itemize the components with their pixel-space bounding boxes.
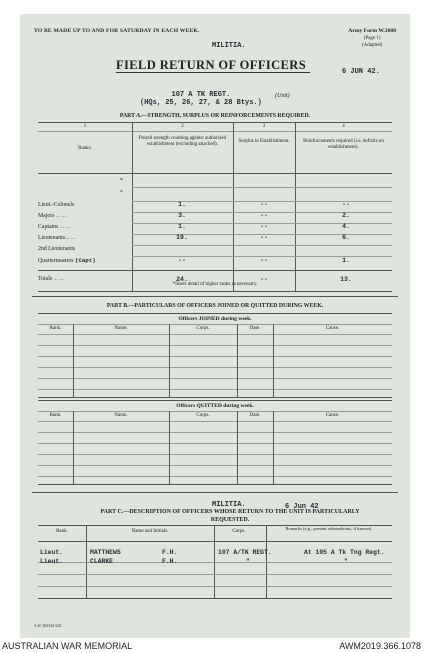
joined-box-top: [38, 313, 392, 314]
rank-captains: Captains ... ...: [38, 224, 70, 230]
table-a-col-divider-3: [295, 122, 296, 292]
rank-label: Majors: [38, 213, 55, 219]
part-c-heading: PART C.—DESCRIPTION OF OFFICERS WHOSE RETURN TO THE UNIT IS PARTICULARLY REQUESTED.: [100, 509, 360, 523]
unit-name: [140, 91, 262, 107]
joined-col-corps: Corps.: [196, 326, 210, 331]
c-row2-name: CLARKE: [90, 558, 114, 565]
unit-line-1: 107 A TK REGT.: [171, 91, 231, 99]
posted-quartermasters: --: [178, 257, 186, 264]
joined-col-cause: Cause.: [325, 326, 340, 331]
table-a-bottom-rule: [38, 291, 392, 292]
c-col-name: Name and Initials.: [131, 529, 169, 534]
table-c-header-rule: [38, 541, 392, 542]
return-date-2: 6 Jun 42: [285, 503, 319, 511]
table-a-number-rule: [38, 131, 392, 132]
row-rule: [38, 367, 392, 368]
reinf-lieut-colonels: --: [342, 201, 350, 208]
archive-reference: AWM2019.366.1078: [339, 641, 421, 651]
title-underline: [116, 72, 310, 73]
col-divider: [237, 324, 238, 397]
quitted-col-name: Name.: [114, 413, 128, 418]
row-rule: [38, 454, 392, 455]
quitted-col-date: Date.: [249, 413, 261, 418]
row-rule: [38, 465, 392, 466]
row-rule: [38, 345, 392, 346]
reinf-lieutenants: 6.: [342, 234, 350, 241]
posted-lieutenants: 19.: [176, 234, 188, 241]
c-row1-corps: 107 A/TK REGT.: [218, 549, 272, 556]
col-number-1: 1: [83, 124, 87, 129]
table-a-col-divider-1: [132, 122, 133, 292]
col-header-reinforcements: Reinforcements required (i.e. deficits on establishment).: [303, 139, 384, 150]
return-date: 6 JUN 42.: [342, 68, 380, 76]
row-rule: [38, 574, 392, 575]
totals-label-row: Totals ... ...: [38, 276, 64, 282]
table-c-bottom-rule: [38, 598, 392, 599]
c-row2-remarks: ": [344, 558, 348, 565]
quitted-box-bottom: [38, 484, 392, 485]
rank-label: Quartermasters: [38, 258, 74, 264]
joined-col-name: Name.: [114, 326, 128, 331]
unit-line-2: (HQs, 25, 26, 27, & 28 Btys.): [140, 99, 262, 107]
form-sheet: [20, 14, 410, 638]
col-header-ranks: Ranks.: [78, 146, 92, 151]
rank-quartermasters: [38, 257, 96, 264]
rank-lieutenants: Lieutenants... ...: [38, 235, 76, 241]
reinf-quartermasters: 1.: [342, 257, 350, 264]
instruction-text: TO BE MADE UP TO AND FOR SATURDAY IN EACH WEEK.: [34, 28, 200, 34]
totals-label: Totals: [38, 276, 53, 282]
part-b-top-rule: [32, 296, 398, 297]
row-rule: [132, 187, 392, 188]
row-rule: [38, 389, 392, 390]
row-rule: [38, 476, 392, 477]
unit-label: (Unit): [275, 93, 290, 99]
archive-caption: AUSTRALIAN WAR MEMORIAL: [2, 641, 133, 651]
rank-label: Captains: [38, 224, 59, 230]
total-posted: 24.: [176, 276, 188, 283]
joined-box-bottom: [38, 397, 392, 398]
joined-title: Officers JOINED during week.: [178, 316, 252, 322]
col-divider: [273, 324, 274, 397]
rank-label: Lieut.-Colonels: [38, 202, 75, 208]
militia-stamp: MILITIA.: [212, 42, 246, 50]
form-adapted: (Adapted): [362, 43, 383, 48]
rank-insert-1: *: [120, 178, 123, 184]
rank-lieut-colonels: [38, 202, 74, 208]
col-divider: [73, 411, 74, 484]
surplus-majors: --: [260, 212, 268, 219]
form-title: FIELD RETURN OF OFFICERS: [116, 58, 307, 72]
quitted-title: Officers QUITTED during week.: [176, 403, 254, 409]
joined-col-date: Date.: [249, 326, 261, 331]
reinf-majors: 2.: [342, 212, 350, 219]
col-divider: [237, 411, 238, 484]
form-page: (Page 1): [363, 36, 381, 41]
row-rule: [38, 586, 392, 587]
col-header-surplus: Surplus to Establishment.: [238, 139, 290, 144]
surplus-lieut-colonels: --: [260, 201, 268, 208]
part-a-footnote: *Insert detail of higher ranks as necessary.: [172, 282, 258, 287]
quitted-col-cause: Cause.: [325, 413, 340, 418]
c-row1-rank: Lieut.: [40, 549, 64, 556]
rank-label: 2nd Lieutenants: [38, 246, 76, 252]
row-rule: [38, 334, 392, 335]
col-divider: [273, 411, 274, 484]
militia-stamp-2: MILITIA.: [212, 501, 246, 509]
table-a-header-rule: [38, 173, 392, 174]
col-number-4: 4: [342, 124, 345, 129]
rank-note: (Capt): [74, 257, 96, 264]
col-number-2: 2: [181, 124, 184, 129]
c-row2-corps: ": [246, 558, 250, 565]
c-col-corps: Corps.: [232, 529, 246, 534]
part-a-heading: PART A.—STRENGTH, SURPLUS OR REINFORCEMENTS REQUIRED.: [119, 113, 311, 119]
col-divider: [73, 324, 74, 397]
print-code: A.W. 384 634 3/42: [34, 624, 62, 628]
row-rule: [38, 356, 392, 357]
c-row2-initials: F.H.: [162, 558, 178, 565]
row-rule: [38, 421, 392, 422]
posted-majors: 3.: [178, 212, 186, 219]
rank-label: Lieutenants: [38, 235, 66, 241]
joined-title-rule: [38, 324, 392, 325]
quitted-col-rank: Rank.: [49, 413, 62, 418]
col-divider: [169, 324, 170, 397]
reinf-captains: 4.: [342, 223, 350, 230]
rank-2nd-lieutenants: [38, 246, 75, 252]
form-number-block: [348, 28, 396, 49]
joined-col-rank: Rank.: [49, 326, 62, 331]
col-header-posted: Posted strength counting against authorized establishment (excluding attached).: [138, 136, 227, 147]
rank-insert-2: *: [120, 190, 123, 196]
rank-majors: Majors ... ...: [38, 213, 67, 219]
c-row1-name: MATTHEWS: [90, 549, 121, 556]
row-rule: [38, 432, 392, 433]
total-surplus: --: [260, 276, 268, 283]
surplus-captains: --: [260, 223, 268, 230]
c-row1-initials: F.H.: [162, 549, 178, 556]
col-divider: [169, 411, 170, 484]
posted-lieut-colonels: 1.: [178, 201, 186, 208]
surplus-quartermasters: --: [260, 257, 268, 264]
quitted-col-corps: Corps.: [196, 413, 210, 418]
quitted-title-rule: [38, 411, 392, 412]
surplus-lieutenants: --: [260, 234, 268, 241]
table-a-top-rule: [38, 122, 392, 123]
totals-rule: [38, 270, 392, 271]
row-rule: [132, 245, 392, 246]
part-c-top-rule: [32, 492, 398, 493]
c-row1-remarks: At 105 A Tk Tng Regt.: [304, 549, 385, 556]
c-row2-rank: Lieut.: [40, 558, 64, 565]
form-number: Army Form W.3008: [348, 28, 396, 34]
c-col-rank: Rank.: [56, 529, 68, 534]
quitted-box-top: [38, 400, 392, 401]
posted-captains: 1.: [178, 223, 186, 230]
total-reinf: 13.: [340, 276, 352, 283]
col-number-3: 3: [262, 124, 266, 129]
row-rule: [38, 443, 392, 444]
part-b-heading: PART B.—PARTICULARS OF OFFICERS JOINED OR QUITTED DURING WEEK.: [106, 303, 324, 309]
row-rule: [38, 378, 392, 379]
c-col-remarks: Remarks (e.g., present whereabouts, if known).: [285, 526, 373, 531]
